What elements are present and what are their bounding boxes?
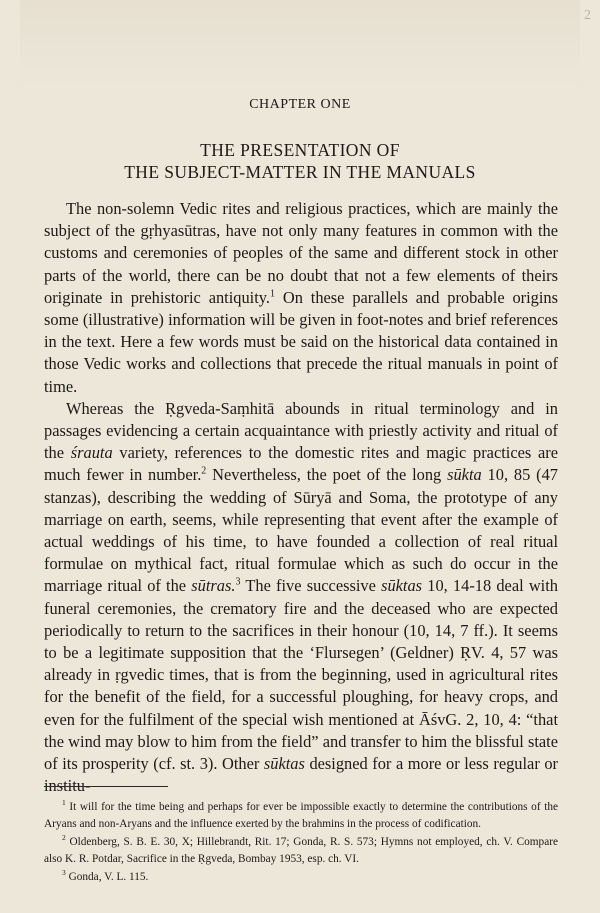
term-suktas-2: sūktas [263, 754, 305, 774]
chapter-label: CHAPTER ONE [249, 97, 351, 112]
paragraph-1 [44, 198, 558, 398]
footnote-ref-2[interactable]: 2 [201, 465, 207, 477]
title-line-2: THE SUBJECT-MATTER IN THE MANUALS [124, 162, 476, 182]
body-text [44, 198, 558, 797]
footnote-ref-1[interactable]: 1 [270, 288, 276, 300]
footnote-text: Oldenberg, S. B. E. 30, X; Hillebrandt, Rit. 17; Gonda, R. S. 573; Hymns not employed, ch. V. Compare also K. R. Potdar, Sacrifice in the Ṛgveda, Bombay 1953, esp. ch. VI. [44, 836, 558, 865]
term-suktas: sūktas [381, 576, 423, 596]
footnote-2 [44, 834, 558, 867]
footnote-1 [44, 799, 558, 832]
paragraph-1-text-a: The non-solemn Vedic rites and religious practices, which are mainly the subject of the gṛhyasūtras, have not only many features in common with the customs and ceremonies of peoples of the same and different stock in other parts of the world, there can be no doubt that not a few elements of theirs originate in prehistoric antiquity. [44, 199, 558, 307]
paragraph-2-text-g: designed for a more or less regular or institu- [44, 754, 558, 796]
paragraph-2 [44, 398, 558, 798]
show-through-bleed [20, 0, 580, 90]
footnote-number: 1 [62, 798, 66, 808]
footnote-text: It will for the time being and perhaps for ever be impossible exactly to determine the contributions of the Aryans and non-Aryans and the influence exerted by the brahmins in the process of codification. [44, 801, 558, 830]
paragraph-2-text-a: Whereas the Ṛgveda-Saṃhitā abounds in ritual terminology and in passages evidencing a certain acquaintance with priestly activity and ritual of the [44, 398, 558, 463]
paragraph-2-text-b: variety, references to the domestic rites and magic practices are much fewer in number. [44, 443, 558, 485]
paragraph-2-text-c: Nevertheless, the poet of the long [206, 465, 448, 485]
term-srauta: śrauta [70, 443, 113, 463]
paragraph-2-text-e: The five successive [240, 576, 382, 596]
paragraph-2-text-d: 10, 85 (47 stanzas), describing the wedding of Sūryā and Soma, the prototype of any marriage on earth, seems, while representing that event after the example of actual weddings of his time, to have founded a collection of real ritual formulae on mythical fact, ritual formulae which as such do occur in the marriage ritual of the [44, 465, 558, 596]
footnote-divider [44, 786, 168, 787]
footnote-text: Gonda, V. L. 115. [65, 871, 149, 883]
term-sukta: sūkta [447, 465, 482, 485]
title-line-1: THE PRESENTATION OF [200, 140, 400, 160]
chapter-title [0, 139, 600, 183]
footnote-number: 3 [62, 868, 66, 878]
show-through-page-number: 2 [584, 8, 591, 23]
paragraph-2-text-f: 10, 14-18 deal with funeral ceremonies, the crematory fire and the deceased who are expected periodically to return to the sacrifices in their honour (10, 14, 7 ff.). It seems to be a legitimate supposition that the ‘Flursegen’ (Geldner) ṚV. 4, 57 was already in ṛgvedic times, that is from the beginning, used in agricultural rites for the benefit of the field, for a successful ploughing, for heavy crops, and even for the fulfilment of the special wish mentioned at ĀśvG. 2, 10, 4: “that the wind may blow to him from the field” and transfer to him the blissful state of its prosperity (cf. st. 3). Other [44, 576, 558, 774]
paragraph-1-text-b: On these parallels and probable origins some (illustrative) information will be given in foot-notes and brief references in the text. Here a few words must be said on the historical data contained in those Vedic works and collections that precede the ritual manuals in point of time. [44, 287, 558, 396]
footnotes [44, 799, 558, 888]
footnote-3 [44, 869, 558, 886]
footnote-ref-3[interactable]: 3 [235, 576, 241, 588]
footnote-number: 2 [62, 833, 66, 843]
term-sutras: sūtras. [191, 576, 236, 596]
